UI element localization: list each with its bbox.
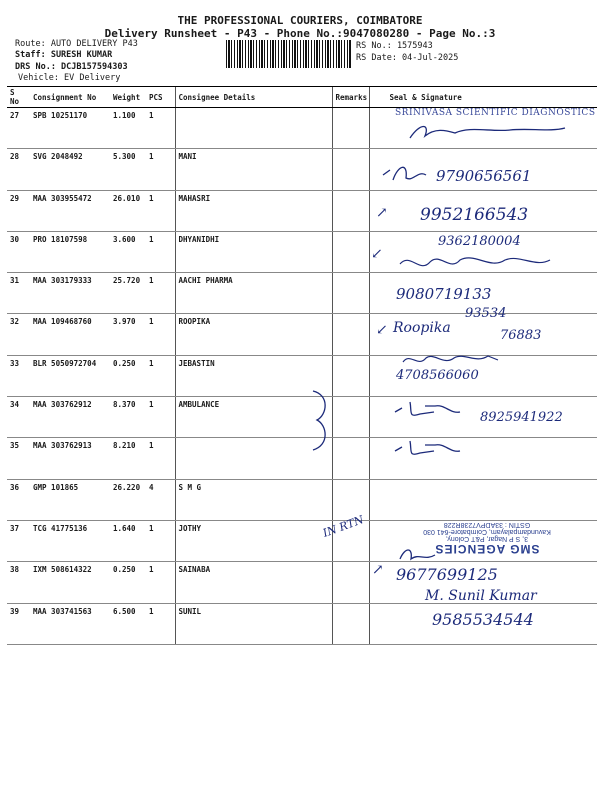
cell-pcs: 1 <box>146 562 175 603</box>
phone-38: 9677699125 <box>396 565 498 584</box>
phone-30: 9362180004 <box>438 234 521 249</box>
cell-pcs: 4 <box>146 479 175 520</box>
tick-38: ↗ <box>372 562 384 578</box>
col-header-weight: Weight <box>110 87 146 108</box>
stamp-address-1: 3, S P Nagar, P&T Colony, <box>445 535 529 542</box>
diagnostics-stamp: SRINIVASA SCIENTIFIC DIAGNOSTICS <box>395 108 596 118</box>
cell-weight: 1.640 <box>110 520 146 561</box>
cell-remarks <box>332 273 369 314</box>
cell-consignment: IXM 508614322 <box>30 562 110 603</box>
col-header-sno: S No <box>7 87 30 108</box>
cell-consignment: MAA 303762912 <box>30 397 110 438</box>
phone-33: 4708566060 <box>396 368 479 383</box>
cell-consignee: ROOPIKA <box>175 314 332 355</box>
cell-sno: 33 <box>7 355 30 396</box>
cell-remarks <box>332 355 369 396</box>
cell-signature <box>369 438 597 479</box>
cell-sno: 32 <box>7 314 30 355</box>
cell-sno: 28 <box>7 149 30 190</box>
stamp-name: SMG AGENCIES <box>434 542 540 556</box>
cell-consignment: MAA 303762913 <box>30 438 110 479</box>
cell-weight: 1.100 <box>110 108 146 149</box>
cell-remarks <box>332 231 369 272</box>
cell-pcs: 1 <box>146 520 175 561</box>
cell-pcs: 1 <box>146 438 175 479</box>
cell-consignment: BLR 5050972704 <box>30 355 110 396</box>
cell-pcs: 1 <box>146 603 175 644</box>
tick-29: ↗ <box>376 205 388 221</box>
cell-remarks <box>332 603 369 644</box>
cell-pcs: 1 <box>146 314 175 355</box>
cell-consignment: MAA 109468760 <box>30 314 110 355</box>
cell-consignee: DHYANIDHI <box>175 231 332 272</box>
runsheet-title: Delivery Runsheet - P43 - Phone No.:9047080280 - Page No.:3 <box>104 27 496 40</box>
cell-consignee: MAHASRI <box>175 190 332 231</box>
tick-32: ↙ <box>376 322 388 338</box>
cell-consignee: MANI <box>175 149 332 190</box>
signature-32: Roopika <box>393 320 451 336</box>
cell-consignment: SVG 2048492 <box>30 149 110 190</box>
cell-consignee: JOTHY <box>175 520 332 561</box>
cell-sno: 31 <box>7 273 30 314</box>
cell-sno: 30 <box>7 231 30 272</box>
cell-weight: 0.250 <box>110 355 146 396</box>
cell-consignee <box>175 438 332 479</box>
phone-28: 9790656561 <box>436 167 532 185</box>
cell-weight: 8.210 <box>110 438 146 479</box>
cell-weight: 26.220 <box>110 479 146 520</box>
cell-consignee: S M G <box>175 479 332 520</box>
signature-39: M. Sunil Kumar <box>425 588 537 604</box>
company-title: THE PROFESSIONAL COURIERS, COIMBATORE <box>177 14 423 27</box>
cell-weight: 26.010 <box>110 190 146 231</box>
cell-sno: 36 <box>7 479 30 520</box>
cell-pcs: 1 <box>146 108 175 149</box>
phone-39: 9585534544 <box>432 610 534 629</box>
table-row <box>7 273 597 314</box>
cell-sno: 34 <box>7 397 30 438</box>
cell-sno: 39 <box>7 603 30 644</box>
cell-pcs: 1 <box>146 355 175 396</box>
cell-sno: 35 <box>7 438 30 479</box>
phone-32b: 76883 <box>500 328 542 343</box>
staff: Staff: SURESH KUMAR <box>15 50 113 60</box>
cell-consignment: MAA 303955472 <box>30 190 110 231</box>
cell-weight: 3.970 <box>110 314 146 355</box>
cell-remarks <box>332 562 369 603</box>
col-header-remarks: Remarks <box>332 87 369 108</box>
cell-consignment: MAA 303179333 <box>30 273 110 314</box>
cell-pcs: 1 <box>146 231 175 272</box>
cell-consignment: PRO 18107598 <box>30 231 110 272</box>
phone-34: 8925941922 <box>480 410 563 425</box>
cell-consignee: JEBASTIN <box>175 355 332 396</box>
stamp-address-2: Kavundampalayam, Coimbatore-641 030 <box>423 528 551 535</box>
table-header-row <box>7 87 597 108</box>
cell-sno: 38 <box>7 562 30 603</box>
cell-remarks <box>332 149 369 190</box>
phone-29: 9952166543 <box>420 205 529 225</box>
cell-consignment: TCG 41775136 <box>30 520 110 561</box>
cell-weight: 0.250 <box>110 562 146 603</box>
cell-remarks <box>332 108 369 149</box>
drs-number: DRS No.: DCJB157594303 <box>15 62 128 72</box>
cell-consignee: AACHI PHARMA <box>175 273 332 314</box>
cell-consignee: AMBULANCE <box>175 397 332 438</box>
cell-weight: 25.720 <box>110 273 146 314</box>
rs-date: RS Date: 04-Jul-2025 <box>356 53 459 63</box>
cell-pcs: 1 <box>146 190 175 231</box>
smg-agencies-stamp <box>402 500 572 556</box>
cell-pcs: 1 <box>146 397 175 438</box>
cell-pcs: 1 <box>146 273 175 314</box>
cell-sno: 29 <box>7 190 30 231</box>
barcode <box>226 40 352 68</box>
col-header-consignment: Consignment No <box>30 87 110 108</box>
cell-weight: 8.370 <box>110 397 146 438</box>
phone-31: 9080719133 <box>396 285 492 303</box>
table-row <box>7 438 597 479</box>
col-header-consignee: Consignee Details <box>175 87 332 108</box>
rs-number: RS No.: 1575943 <box>356 41 433 51</box>
cell-consignment: GMP 101865 <box>30 479 110 520</box>
cell-sno: 37 <box>7 520 30 561</box>
tick-30: ↙ <box>371 246 383 262</box>
cell-weight: 5.300 <box>110 149 146 190</box>
remarks-37: IN RTN <box>321 513 366 540</box>
cell-consignee <box>175 108 332 149</box>
cell-remarks <box>332 438 369 479</box>
col-header-pcs: PCS <box>146 87 175 108</box>
cell-remarks <box>332 479 369 520</box>
cell-consignment: MAA 303741563 <box>30 603 110 644</box>
cell-consignee: SAINABA <box>175 562 332 603</box>
cell-consignment: SPB 10251170 <box>30 108 110 149</box>
cell-weight: 6.500 <box>110 603 146 644</box>
cell-pcs: 1 <box>146 149 175 190</box>
cell-consignee: SUNIL <box>175 603 332 644</box>
cell-weight: 3.600 <box>110 231 146 272</box>
cell-remarks <box>332 314 369 355</box>
cell-remarks <box>332 397 369 438</box>
route: Route: AUTO DELIVERY P43 <box>15 39 138 49</box>
cell-sno: 27 <box>7 108 30 149</box>
table-row <box>7 355 597 396</box>
col-header-signature: Seal & Signature <box>369 87 597 108</box>
stamp-gstin: GSTIN : 33ADPV7238R228 <box>443 521 531 528</box>
cell-remarks <box>332 190 369 231</box>
phone-32a: 93534 <box>465 306 507 321</box>
vehicle: Vehicle: EV Delivery <box>18 73 121 83</box>
